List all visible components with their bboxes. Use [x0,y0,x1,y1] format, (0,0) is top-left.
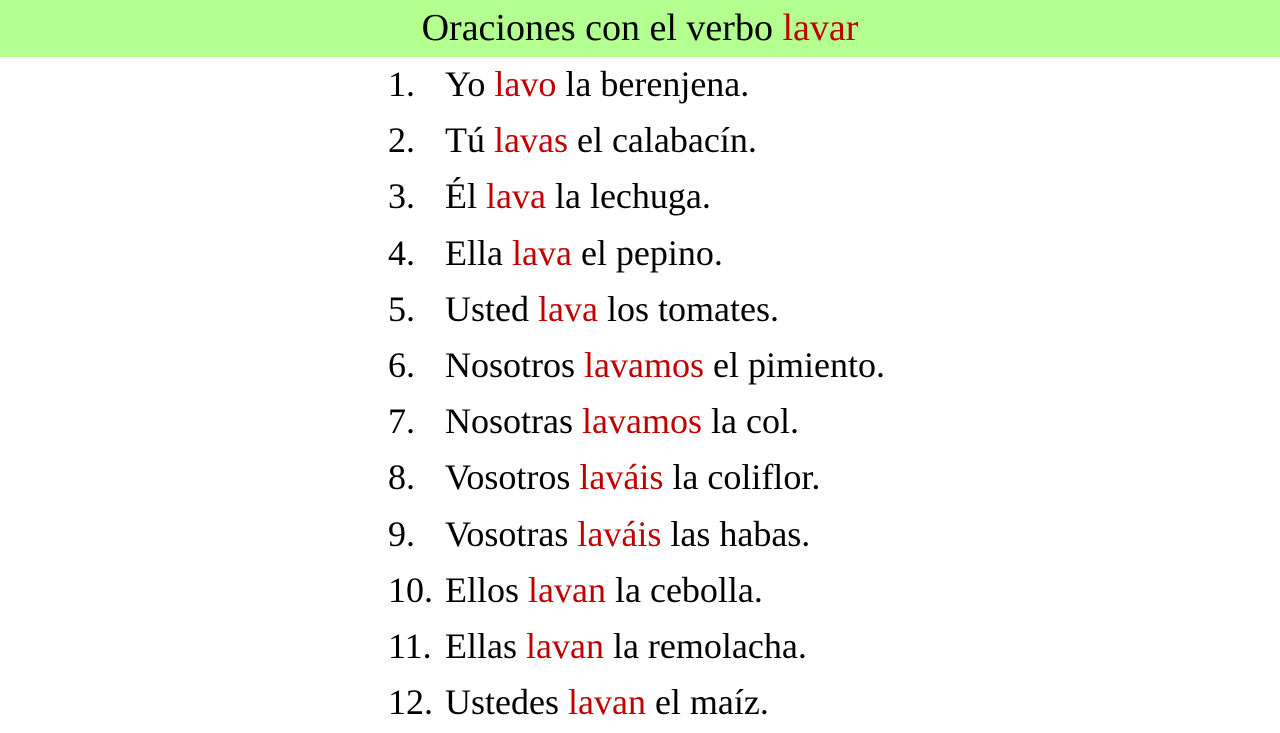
sentence [445,621,807,677]
item-number: 11. [388,625,432,666]
sentence [445,396,799,452]
list-item [388,452,885,508]
object: la lechuga. [554,176,711,217]
object: los tomates. [606,288,779,329]
sentence [445,171,711,227]
item-number: 4. [388,232,415,273]
item-number: 2. [388,120,415,161]
object: la cebolla. [614,569,763,610]
object: el calabacín. [576,120,757,161]
list-item [388,115,885,171]
subject: Usted [445,288,529,329]
list-item [388,284,885,340]
verb-form: lava [486,176,546,217]
item-number: 8. [388,457,415,498]
subject: Tú [445,120,485,161]
subject: Ustedes [445,682,559,723]
sentence [445,452,820,508]
object: la remolacha. [612,625,807,666]
verb-form: laváis [577,513,662,554]
sentence [445,284,779,340]
list-item [388,565,885,621]
list-item [388,59,885,115]
list-item [388,396,885,452]
sentence [445,59,749,115]
item-number: 1. [388,64,415,104]
sentence [445,340,885,396]
sentence [445,509,810,565]
object: la berenjena. [565,64,750,104]
subject: Yo [445,64,486,104]
object: el pepino. [580,232,723,273]
item-number: 6. [388,344,415,385]
subject: Vosotros [445,457,571,498]
list-item [388,621,885,677]
verb-form: lavo [494,64,557,104]
verb-form: lavan [528,569,606,610]
sentence [445,228,723,284]
title-bar [0,0,1280,57]
sentence-list [388,59,885,733]
page-title [422,0,859,57]
subject: Ellos [445,569,520,610]
object: las habas. [670,513,811,554]
list-item [388,677,885,733]
subject: Él [445,176,477,217]
item-number: 3. [388,176,415,217]
sentence [445,677,769,733]
list-item [388,509,885,565]
verb-form: laváis [579,457,664,498]
subject: Ella [445,232,503,273]
title-prefix: Oraciones con el verbo [421,7,783,49]
verb-form: lavan [567,682,646,723]
sentence [445,565,763,621]
verb-form: lavan [525,625,604,666]
subject: Nosotras [445,401,573,442]
subject: Vosotras [445,513,569,554]
list-item [388,340,885,396]
verb-form: lavas [494,120,568,161]
verb-form: lavamos [584,344,704,385]
verb-form: lava [511,232,572,273]
item-number: 9. [388,513,415,554]
subject: Ellas [445,625,517,666]
object: la coliflor. [672,457,821,498]
verb-form: lavamos [582,401,702,442]
verb-form: lava [538,288,598,329]
title-verb: lavar [782,7,859,49]
item-number: 10. [388,569,433,610]
item-number: 12. [388,682,433,723]
list-item [388,171,885,227]
subject: Nosotros [445,344,576,385]
sentence [445,115,757,171]
list-item [388,228,885,284]
object: el maíz. [654,682,769,723]
object: el pimiento. [713,344,885,385]
object: la col. [710,401,799,442]
item-number: 5. [388,288,415,329]
item-number: 7. [388,401,415,442]
